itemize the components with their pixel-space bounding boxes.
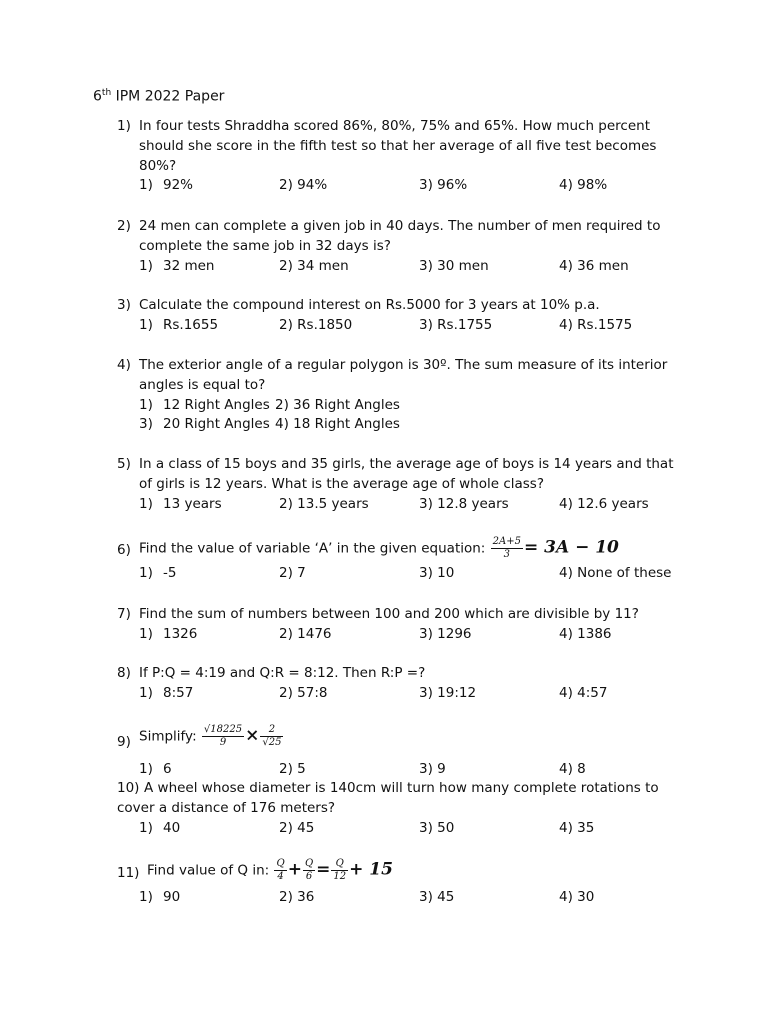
option-4: 4) 4:57 [559, 684, 608, 701]
options-row [139, 316, 677, 336]
option-3: 3) 10 [419, 565, 455, 581]
option-4: 4) 35 [559, 819, 595, 836]
question-7 [117, 605, 677, 645]
option-2: 2) 34 men [279, 257, 349, 274]
option-4: 4) 36 men [559, 257, 629, 274]
option-1: 1) 12 Right Angles [139, 396, 270, 413]
question-9 [117, 724, 677, 780]
option-1: 1) Rs.1655 [139, 316, 219, 333]
question-text: In four tests Shraddha scored 86%, 80%, 75% and 65%. How much percent should she score in the fifth test so that her average of all five test becomes 80%? [139, 118, 657, 174]
question-number: 10) [117, 780, 140, 796]
option-4: 4) None of these [559, 565, 672, 581]
option-2: 2) 57:8 [279, 684, 328, 701]
option-2: 2) Rs.1850 [279, 316, 353, 333]
option-3: 3) 20 Right Angles [139, 416, 270, 433]
options-row [139, 888, 677, 908]
option-2: 2) 5 [279, 761, 306, 777]
fraction-b: $\frac{Q}{6}$ [304, 858, 314, 882]
option-3: 3) 9 [419, 761, 446, 777]
option-1: 1) 40 [139, 819, 181, 836]
question-number: 11) [117, 865, 140, 881]
option-3: 3) 96% [419, 177, 468, 194]
title-rest: IPM 2022 Paper [111, 88, 225, 105]
question-number: 3) [117, 297, 131, 313]
option-3: 3) 30 men [419, 257, 489, 274]
option-1: 1) 6 [139, 761, 172, 777]
question-text: Calculate the compound interest on Rs.5000 for 3 years at 10% p.a. [139, 297, 600, 313]
question-10 [117, 779, 677, 838]
option-4: 4) 1386 [559, 625, 612, 642]
question-number: 6) [117, 542, 131, 558]
options-row [139, 495, 677, 515]
equation-tail: + 15 [349, 859, 393, 880]
options-row [139, 819, 677, 839]
option-1: 1) 92% [139, 177, 194, 194]
question-text [139, 724, 677, 760]
fraction-c: $\frac{Q}{12}$ [333, 858, 347, 882]
title-superscript: th [101, 88, 112, 98]
option-4: 4) 8 [559, 761, 586, 777]
option-2: 2) 36 [279, 889, 315, 905]
option-1: 1) 13 years [139, 495, 222, 512]
title-prefix: 6 [93, 88, 102, 105]
equals-sign: = [316, 859, 331, 880]
option-1: 1) -5 [139, 565, 177, 581]
question-text: If P:Q = 4:19 and Q:R = 8:12. Then R:P =? [139, 665, 426, 681]
option-1: 1) 1326 [139, 625, 198, 642]
option-4: 4) 18 Right Angles [275, 416, 400, 433]
option-2: 2) 7 [279, 565, 306, 581]
fraction-1: $\frac{√18225}{9}$ [203, 724, 243, 748]
question-text: 24 men can complete a given job in 40 days. The number of men required to complete the same job in 32 days is? [139, 218, 661, 254]
question-number: 9) [117, 734, 131, 750]
plus-sign: + [287, 859, 302, 880]
option-2: 2) 36 Right Angles [275, 396, 400, 413]
option-2: 2) 94% [279, 177, 328, 194]
option-1: 1) 90 [139, 889, 181, 905]
option-3: 3) Rs.1755 [419, 316, 493, 333]
question-1 [117, 117, 677, 196]
question-3 [117, 296, 677, 336]
question-11 [117, 858, 677, 908]
options-row [139, 415, 677, 435]
option-4: 4) Rs.1575 [559, 316, 633, 333]
options-row [139, 684, 677, 704]
question-text: Find the sum of numbers between 100 and 200 which are divisible by 11? [139, 606, 639, 622]
question-text: The exterior angle of a regular polygon is 30º. The sum measure of its interior angles is equal to? [139, 357, 668, 393]
question-number: 1) [117, 118, 131, 134]
question-number: 5) [117, 456, 131, 472]
question-prompt: Find the value of variable ‘A’ in the given equation: [139, 540, 490, 557]
option-3: 3) 1296 [419, 625, 472, 642]
equation-rhs: = 3A − 10 [523, 537, 619, 558]
equation-fraction: $\frac{2A+5}{3}$ [492, 536, 521, 560]
option-4: 4) 12.6 years [559, 495, 649, 512]
options-row [139, 564, 677, 584]
question-number: 7) [117, 606, 131, 622]
question-2 [117, 217, 677, 276]
options-row [139, 176, 677, 196]
option-2: 2) 13.5 years [279, 495, 369, 512]
page-title [93, 88, 224, 105]
options-row [139, 760, 677, 780]
question-text: In a class of 15 boys and 35 girls, the average age of boys is 14 years and that of girls is 12 years. What is the average age of whole class? [139, 456, 674, 492]
options-row [139, 625, 677, 645]
multiply-sign: × [245, 725, 260, 746]
question-6 [117, 536, 677, 584]
option-3: 3) 19:12 [419, 684, 477, 701]
fraction-a: $\frac{Q}{4}$ [276, 858, 285, 882]
question-5 [117, 455, 677, 514]
option-3: 3) 12.8 years [419, 495, 509, 512]
question-number: 2) [117, 218, 131, 234]
option-2: 2) 1476 [279, 625, 332, 642]
question-8 [117, 664, 677, 704]
question-number: 4) [117, 357, 131, 373]
option-4: 4) 30 [559, 889, 595, 905]
option-2: 2) 45 [279, 819, 315, 836]
option-3: 3) 45 [419, 889, 455, 905]
question-prompt: Find value of Q in: [147, 862, 274, 879]
question-text [139, 536, 677, 564]
question-number: 8) [117, 665, 131, 681]
option-4: 4) 98% [559, 177, 608, 194]
option-3: 3) 50 [419, 819, 455, 836]
question-prompt: Simplify: [139, 728, 201, 745]
option-1: 1) 8:57 [139, 684, 194, 701]
option-1: 1) 32 men [139, 257, 215, 274]
options-row [139, 257, 677, 277]
options-row [139, 396, 677, 416]
question-text [147, 858, 677, 888]
fraction-2: $\frac{2}{√25}$ [262, 724, 282, 748]
question-text: A wheel whose diameter is 140cm will turn how many complete rotations to cover a distance of 176 meters? [117, 780, 659, 816]
question-4 [117, 356, 677, 435]
